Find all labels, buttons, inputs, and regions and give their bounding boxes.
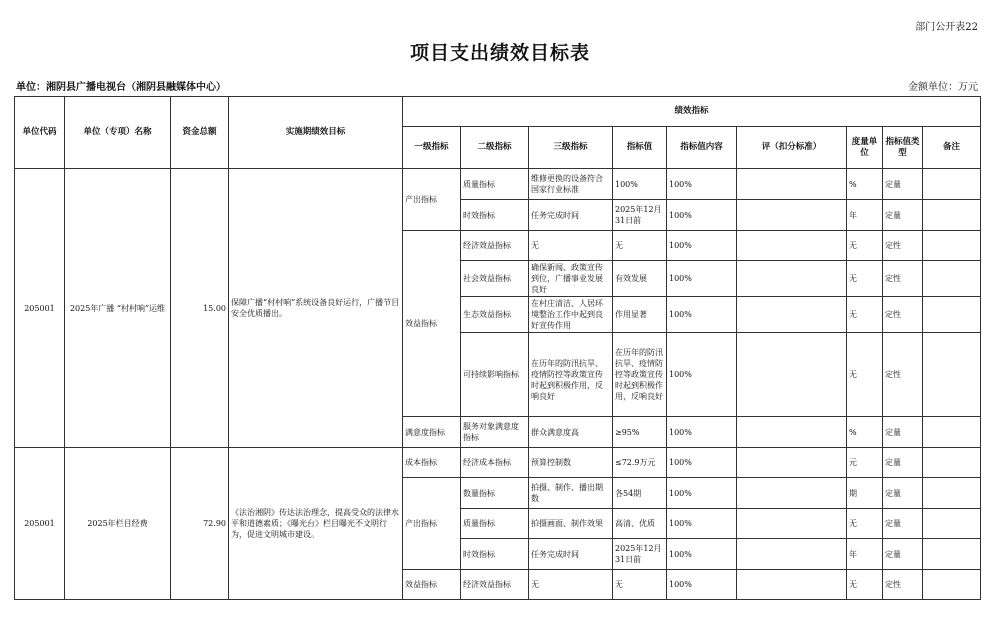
table-row (15, 169, 981, 200)
level3-cell-text: 维修更换的设备符合国家行业标准 (531, 174, 603, 194)
level3-cell (529, 200, 613, 231)
measure-unit-cell: 年 (847, 539, 883, 570)
col-measure-unit: 度量单位 (847, 127, 883, 169)
measure-unit-cell: 元 (847, 448, 883, 478)
value-cell (613, 448, 667, 478)
remark-cell (923, 261, 981, 297)
table-body (15, 169, 981, 600)
value-cell-text: 无 (615, 580, 623, 589)
scoring-cell (737, 509, 847, 539)
col-value-type: 指标值类型 (883, 127, 923, 169)
level3-cell-text: 无 (531, 241, 539, 250)
measure-unit-cell: 无 (847, 231, 883, 261)
scoring-cell (737, 169, 847, 200)
measure-unit-cell: 无 (847, 509, 883, 539)
level3-cell (529, 570, 613, 600)
value-cell (613, 200, 667, 231)
value-cell-text: 有效发展 (615, 274, 647, 283)
scoring-cell (737, 200, 847, 231)
col-scoring: 评（扣分标准） (737, 127, 847, 169)
scoring-cell (737, 333, 847, 417)
remark-cell (923, 297, 981, 333)
value-cell (613, 570, 667, 600)
value-type-cell: 定量 (883, 509, 923, 539)
level2-cell: 社会效益指标 (461, 261, 529, 297)
value-type-cell: 定性 (883, 231, 923, 261)
level1-cell: 效益指标 (403, 231, 461, 417)
level3-cell-text: 拍摄画面、制作效果 (531, 519, 603, 528)
level2-cell: 时效指标 (461, 539, 529, 570)
level2-cell: 数量指标 (461, 478, 529, 509)
value-content-cell: 100% (667, 261, 737, 297)
col-unit-project-name: 单位（专项）名称 (65, 97, 171, 169)
performance-table (14, 96, 981, 600)
level3-cell-text: 预算控制数 (531, 458, 571, 467)
remark-cell (923, 231, 981, 261)
remark-cell (923, 509, 981, 539)
value-type-cell: 定量 (883, 200, 923, 231)
table-row (15, 448, 981, 478)
page-title: 项目支出绩效目标表 (409, 42, 590, 64)
level3-cell (529, 417, 613, 448)
project-name-cell: 2025年广播 “村村响”运维 (65, 169, 171, 448)
col-value-content: 指标值内容 (667, 127, 737, 169)
level1-cell: 满意度指标 (403, 417, 461, 448)
value-content-cell: 100% (667, 297, 737, 333)
col-value: 指标值 (613, 127, 667, 169)
value-content-cell: 100% (667, 333, 737, 417)
col-goal: 实施期绩效目标 (229, 97, 403, 169)
money-unit-label: 金额单位：万元 (908, 82, 978, 93)
scoring-cell (737, 417, 847, 448)
level2-cell: 质量指标 (461, 169, 529, 200)
project-name-cell: 2025年栏目经费 (65, 448, 171, 600)
value-content-cell: 100% (667, 478, 737, 509)
value-content-cell: 100% (667, 231, 737, 261)
scoring-cell (737, 539, 847, 570)
level2-cell: 质量指标 (461, 509, 529, 539)
level3-cell (529, 297, 613, 333)
measure-unit-cell: % (847, 417, 883, 448)
total-funds-cell: 15.00 (171, 169, 229, 448)
remark-cell (923, 570, 981, 600)
value-cell (613, 297, 667, 333)
value-type-cell: 定量 (883, 417, 923, 448)
remark-cell (923, 448, 981, 478)
level2-cell: 时效指标 (461, 200, 529, 231)
goal-cell: 《法治湘阴》传达法治理念，提高受众的法律水平和道德素质；《曝光台》栏目曝光不文明行为，促进文明城市建设。 (229, 448, 403, 600)
value-content-cell: 100% (667, 509, 737, 539)
value-cell-text: 2025年12月31日前 (615, 544, 662, 564)
level3-cell-text: 在村庄清洁、人居环境整治工作中起到良好宣传作用 (531, 299, 603, 330)
measure-unit-cell: 无 (847, 261, 883, 297)
col-remark: 备注 (923, 127, 981, 169)
remark-cell (923, 333, 981, 417)
col-level3: 三级指标 (529, 127, 613, 169)
level2-cell: 生态效益指标 (461, 297, 529, 333)
remark-cell (923, 478, 981, 509)
value-cell (613, 509, 667, 539)
value-type-cell: 定量 (883, 478, 923, 509)
value-type-cell: 定性 (883, 333, 923, 417)
col-level1: 一级指标 (403, 127, 461, 169)
value-content-cell: 100% (667, 570, 737, 600)
level1-cell: 产出指标 (403, 169, 461, 231)
value-cell (613, 261, 667, 297)
value-type-cell: 定量 (883, 448, 923, 478)
col-indicators-group: 绩效指标 (403, 97, 981, 127)
level2-cell: 服务对象满意度指标 (461, 417, 529, 448)
level2-cell: 经济效益指标 (461, 231, 529, 261)
level3-cell (529, 448, 613, 478)
value-cell-text: 各54期 (615, 488, 642, 498)
measure-unit-cell: 无 (847, 570, 883, 600)
value-cell: 在历年的防汛抗旱、疫情防控等政策宣传时起到积极作用，反响良好 (613, 333, 667, 417)
value-cell (613, 417, 667, 448)
value-content-cell: 100% (667, 200, 737, 231)
value-content-cell: 100% (667, 417, 737, 448)
level2-cell: 经济效益指标 (461, 570, 529, 600)
level3-cell (529, 169, 613, 200)
level3-cell-text: 无 (531, 580, 539, 589)
remark-cell (923, 539, 981, 570)
measure-unit-cell: 无 (847, 297, 883, 333)
value-cell-text: 100% (615, 179, 638, 189)
scoring-cell (737, 478, 847, 509)
level3-cell-text: 任务完成时间 (531, 210, 579, 220)
goal-cell: 保障广播“村村响”系统设备良好运行，广播节目安全优质播出。 (229, 169, 403, 448)
measure-unit-cell: 年 (847, 200, 883, 231)
value-type-cell: 定量 (883, 539, 923, 570)
value-cell (613, 169, 667, 200)
level2-cell: 可持续影响指标 (461, 333, 529, 417)
value-cell-text: 2025年12月31日前 (615, 205, 662, 225)
value-type-cell: 定性 (883, 297, 923, 333)
total-funds-cell: 72.90 (171, 448, 229, 600)
measure-unit-cell: 期 (847, 478, 883, 509)
col-unit-code: 单位代码 (15, 97, 65, 169)
level3-cell-text: 在历年的防汛抗旱、疫情防控等政策宣传时起到积极作用，反响良好 (531, 359, 603, 401)
value-cell-text: 高清、优质 (615, 519, 655, 528)
level3-cell (529, 509, 613, 539)
value-cell (613, 231, 667, 261)
remark-cell (923, 417, 981, 448)
level3-cell-text: 确保新闻、政策宣传到位，广播事业发展良好 (531, 263, 603, 294)
level1-cell: 产出指标 (403, 478, 461, 570)
level3-cell-text: 拍摄、制作、播出期数 (531, 483, 603, 503)
remark-cell (923, 169, 981, 200)
level3-cell (529, 231, 613, 261)
value-cell (613, 478, 667, 509)
value-cell-text: 无 (615, 241, 623, 250)
value-type-cell: 定量 (883, 169, 923, 200)
level1-cell: 成本指标 (403, 448, 461, 478)
unit-code-cell: 205001 (15, 169, 65, 448)
unit-code-cell: 205001 (15, 448, 65, 600)
remark-cell (923, 200, 981, 231)
value-cell (613, 539, 667, 570)
measure-unit-cell: % (847, 169, 883, 200)
value-cell-text: ≤72.9万元 (615, 458, 656, 467)
scoring-cell (737, 297, 847, 333)
col-total-funds: 资金总额 (171, 97, 229, 169)
level2-cell: 经济成本指标 (461, 448, 529, 478)
scoring-cell (737, 448, 847, 478)
col-level2: 二级指标 (461, 127, 529, 169)
scoring-cell (737, 570, 847, 600)
value-content-cell: 100% (667, 169, 737, 200)
value-type-cell: 定性 (883, 570, 923, 600)
scoring-cell (737, 261, 847, 297)
form-number: 部门公开表22 (915, 22, 978, 33)
level3-cell (529, 478, 613, 509)
unit-label: 单位：湘阴县广播电视台（湘阴县融媒体中心） (16, 82, 226, 93)
value-type-cell: 定性 (883, 261, 923, 297)
level3-cell (529, 333, 613, 417)
scoring-cell (737, 231, 847, 261)
measure-unit-cell: 无 (847, 333, 883, 417)
value-cell-text: ≥95% (615, 427, 640, 437)
level3-cell (529, 539, 613, 570)
level3-cell (529, 261, 613, 297)
value-content-cell: 100% (667, 539, 737, 570)
value-cell-text: 作用显著 (615, 310, 647, 319)
level3-cell-text: 群众满意度高 (531, 427, 579, 437)
level3-cell-text: 任务完成时间 (531, 549, 579, 559)
level1-cell: 效益指标 (403, 570, 461, 600)
value-content-cell: 100% (667, 448, 737, 478)
